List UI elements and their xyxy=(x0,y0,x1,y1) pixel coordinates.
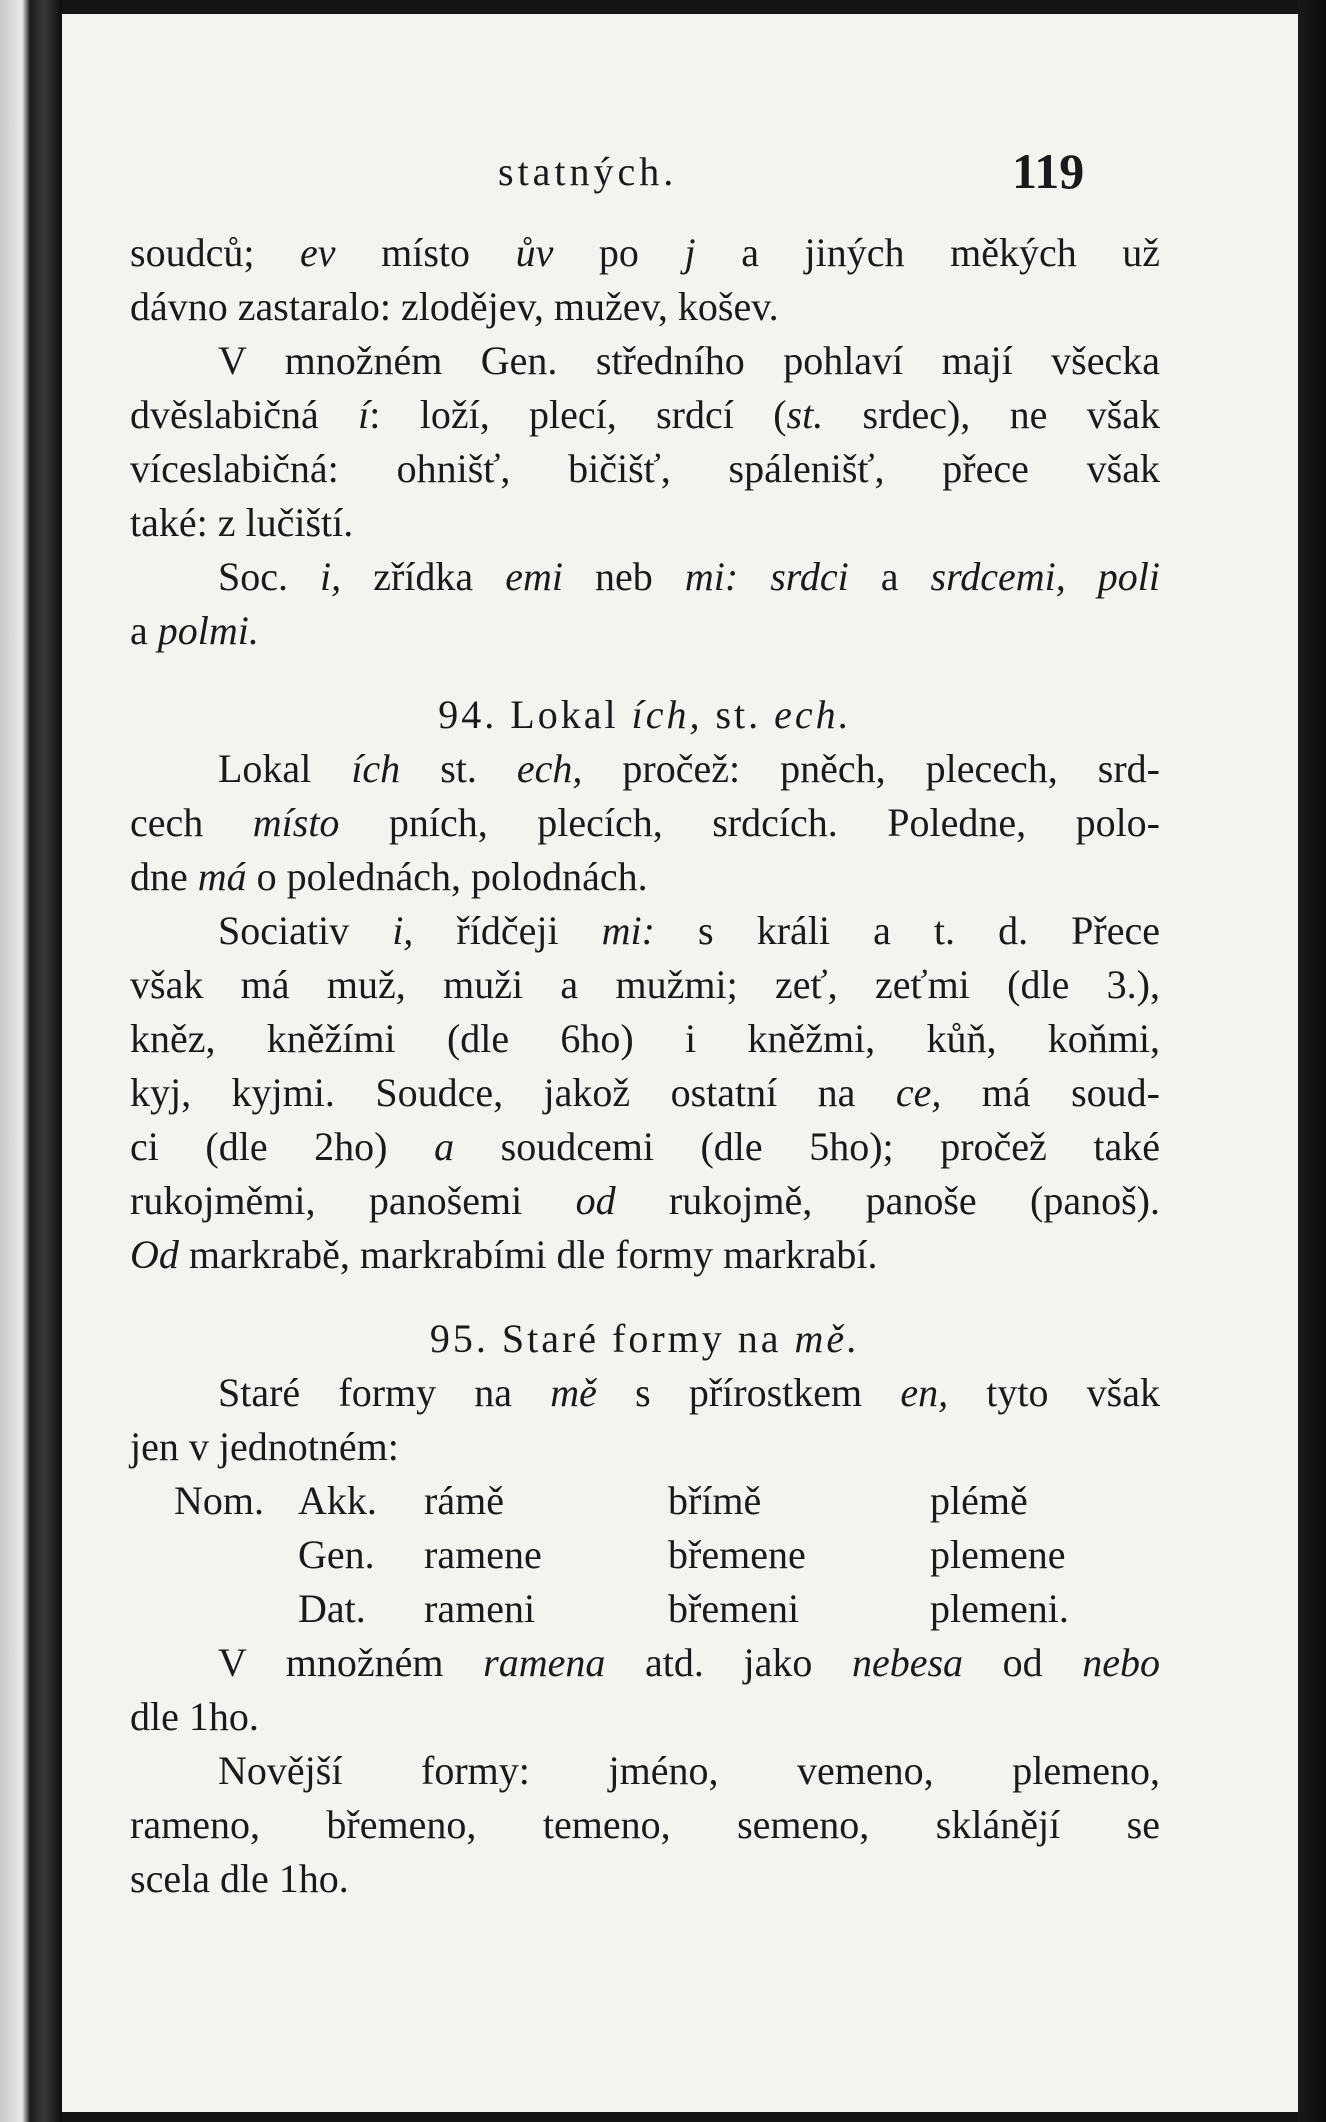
text-line: kyj, kyjmi. Soudce, jakož ostatní na ce, má soud- xyxy=(130,1070,1160,1115)
section-heading-94: 94. Lokal ích, st. ech. xyxy=(438,692,852,737)
text-line: a polmi. xyxy=(130,608,259,653)
page-edge-shadow xyxy=(1298,0,1326,2122)
text-line: kněz, kněžími (dle 6ho) i kněžmi, kůň, koňmi, xyxy=(130,1016,1160,1061)
text-line: V množném ramena atd. jako nebesa od nebo xyxy=(218,1640,1161,1685)
text-line: Sociativ i, řídčeji mi: s králi a t. d. Přece xyxy=(218,908,1161,953)
text-line: Staré formy na mě s přírostkem en, tyto však xyxy=(218,1370,1160,1415)
text-line: scela dle 1ho. xyxy=(130,1856,349,1901)
text-line: Novější formy: jméno, vemeno, plemeno, xyxy=(218,1748,1160,1793)
text-line: dne má o polednách, polodnách. xyxy=(130,854,648,899)
book-gutter xyxy=(0,0,62,2122)
page-number: 119 xyxy=(1012,143,1085,199)
text-line: také: z lučiští. xyxy=(130,500,354,545)
text-line: soudců; ev místo ův po j a jiných měkých už xyxy=(130,230,1161,275)
text-line: dávno zastaralo: zlodějev, mužev, košev. xyxy=(130,284,779,329)
text-line: dle 1ho. xyxy=(130,1694,259,1739)
declension-row: Nom. Akk. rámě břímě plémě xyxy=(174,1478,1028,1523)
text-line: rukojměmi, panošemi od rukojmě, panoše (panoš). xyxy=(130,1178,1160,1223)
section-heading-95: 95. Staré formy na mě. xyxy=(429,1316,861,1361)
text-line: ci (dle 2ho) a soudcemi (dle 5ho); pročež také xyxy=(130,1124,1160,1169)
text-line: V množném Gen. středního pohlaví mají všecka xyxy=(218,338,1160,383)
page-header xyxy=(62,132,1298,199)
page-body xyxy=(130,226,1160,1906)
text-line: víceslabičná: ohnišť, bičišť, spálenišť, přece však xyxy=(130,446,1160,491)
book-page xyxy=(62,14,1298,2112)
text-line: rameno, břemeno, temeno, semeno, sklánějí se xyxy=(130,1802,1160,1847)
declension-row: Gen. ramene břemene plemene xyxy=(298,1532,1066,1577)
text-line: však má muž, muži a mužmi; zeť, zeťmi (dle 3.), xyxy=(130,962,1160,1007)
text-line: cech místo pních, plecích, srdcích. Poledne, polo- xyxy=(130,800,1160,845)
text-line: dvěslabičná í: loží, plecí, srdcí (st. srdec), ne však xyxy=(130,392,1161,437)
text-line: Soc. i, zřídka emi neb mi: srdci a srdcemi, poli xyxy=(218,554,1160,599)
text-line: Lokal ích st. ech, pročež: pněch, plecech, srd- xyxy=(218,746,1160,791)
running-head: statných. xyxy=(498,149,678,194)
text-line: jen v jednotném: xyxy=(130,1424,399,1469)
text-line: Od markrabě, markrabími dle formy markrabí. xyxy=(130,1232,878,1277)
declension-row: Dat. rameni břemeni plemeni. xyxy=(298,1586,1069,1631)
